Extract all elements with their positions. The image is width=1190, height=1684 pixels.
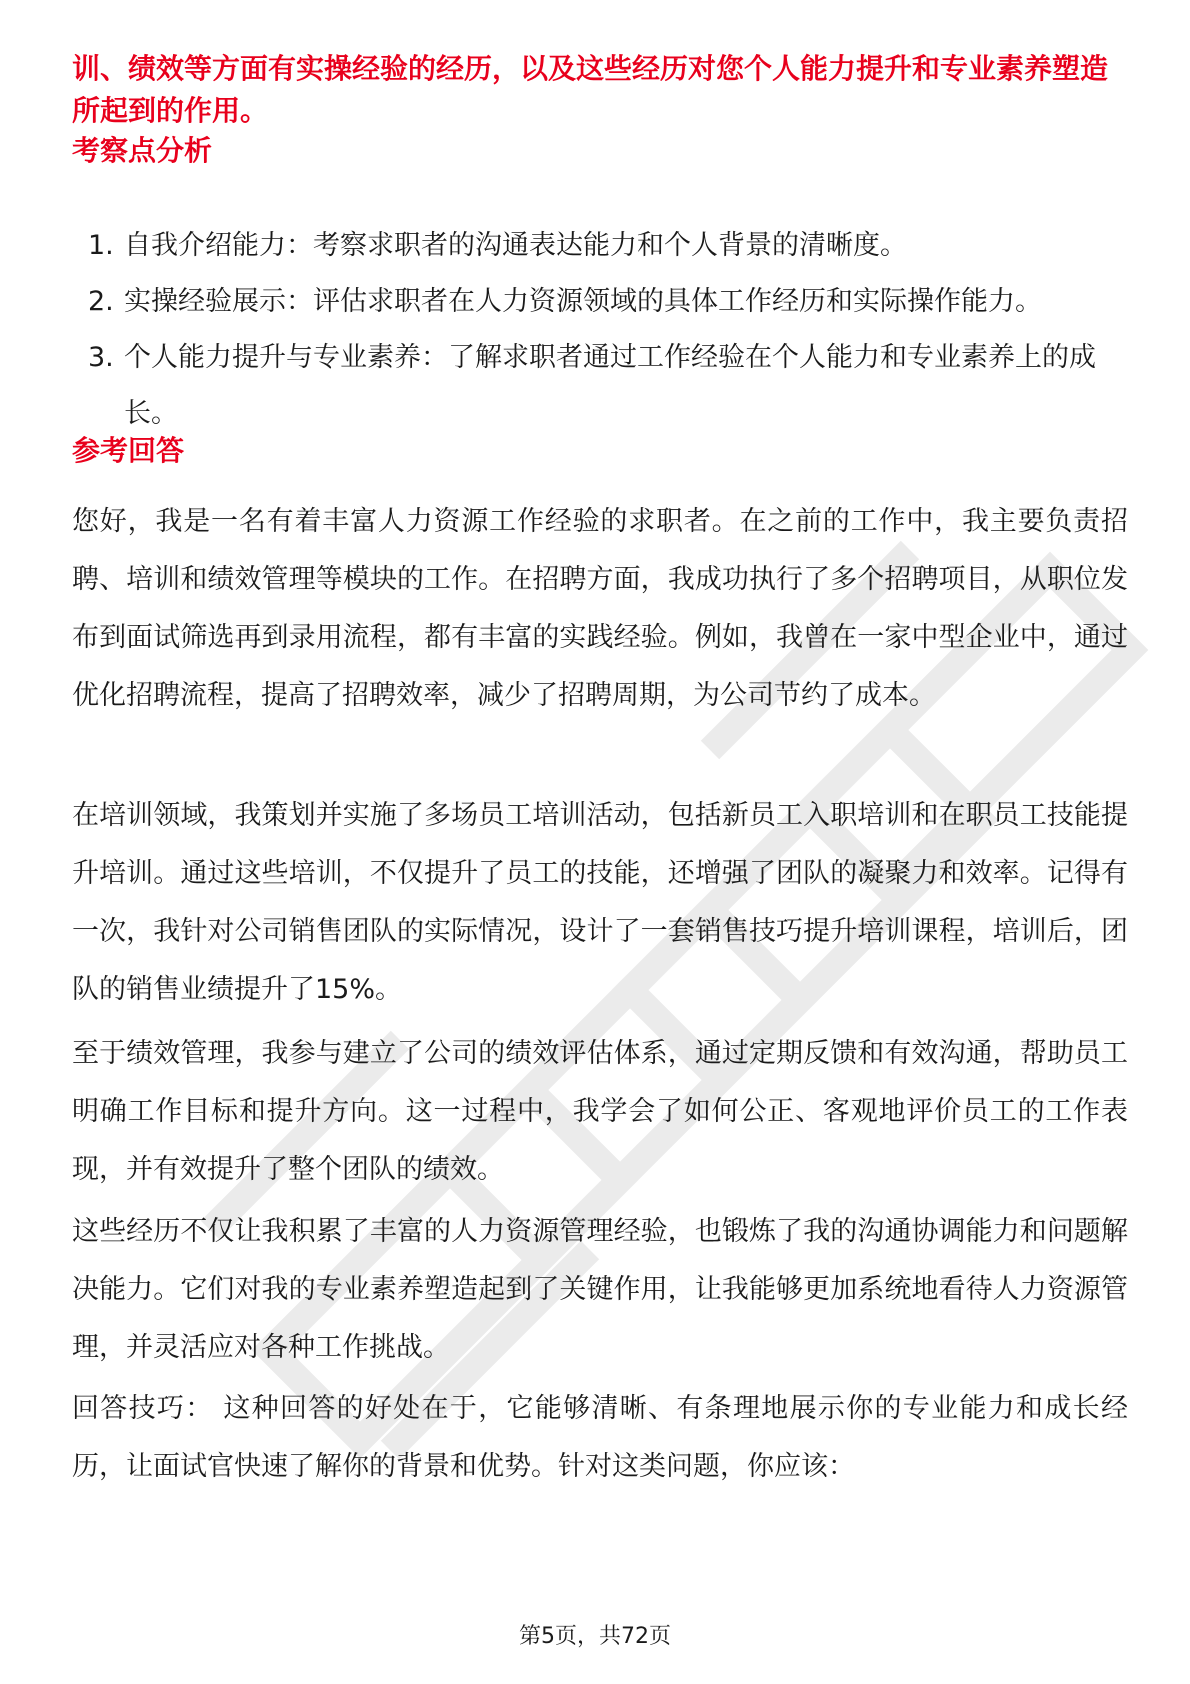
list-item [72, 330, 1132, 442]
analysis-list [72, 218, 1132, 442]
question-heading: 训、绩效等方面有实操经验的经历，以及这些经历对您个人能力提升和专业素养塑造所起到的作用。 [72, 52, 1109, 127]
answer-paragraph: 至于绩效管理，我参与建立了公司的绩效评估体系，通过定期反馈和有效沟通，帮助员工明确工作目标和提升方向。这一过程中，我学会了如何公正、客观地评价员工的工作表现，并有效提升了整个团队的绩效。 [72, 1038, 1128, 1185]
list-item-number: 2. [88, 286, 114, 317]
list-item [72, 218, 1132, 274]
list-item [72, 274, 1132, 330]
answer-paragraph: 在培训领域，我策划并实施了多场员工培训活动，包括新员工入职培训和在职员工技能提升培训。通过这些培训，不仅提升了员工的技能，还增强了团队的凝聚力和效率。记得有一次，我针对公司销售团队的实际情况，设计了一套销售技巧提升培训课程，培训后，团队的销售业绩提升了15%。 [72, 800, 1128, 1005]
answer-section-title: 参考回答 [72, 434, 185, 467]
answer-paragraph: 这些经历不仅让我积累了丰富的人力资源管理经验，也锻炼了我的沟通协调能力和问题解决能力。它们对我的专业素养塑造起到了关键作用，让我能够更加系统地看待人力资源管理，并灵活应对各种工作挑战。 [72, 1216, 1128, 1363]
analysis-section-title: 考察点分析 [72, 134, 213, 167]
list-item-text: 实操经验展示：评估求职者在人力资源领域的具体工作经历和实际操作能力。 [124, 286, 1042, 317]
list-item-text: 自我介绍能力：考察求职者的沟通表达能力和个人背景的清晰度。 [124, 230, 907, 261]
list-item-text: 个人能力提升与专业素养：了解求职者通过工作经验在个人能力和专业素养上的成长。 [124, 342, 1096, 429]
answer-tips-paragraph: 回答技巧： 这种回答的好处在于，它能够清晰、有条理地展示你的专业能力和成长经历，让面试官快速了解你的背景和优势。针对这类问题，你应该： [72, 1393, 1128, 1482]
answer-paragraph: 您好，我是一名有着丰富人力资源工作经验的求职者。在之前的工作中，我主要负责招聘、培训和绩效管理等模块的工作。在招聘方面，我成功执行了多个招聘项目，从职位发布到面试筛选再到录用流程，都有丰富的实践经验。例如，我曾在一家中型企业中，通过优化招聘流程，提高了招聘效率，减少了招聘周期，为公司节约了成本。 [72, 506, 1128, 711]
page-number: 第5页，共72页 [519, 1624, 671, 1649]
list-item-number: 3. [88, 342, 114, 373]
list-item-number: 1. [88, 230, 114, 261]
